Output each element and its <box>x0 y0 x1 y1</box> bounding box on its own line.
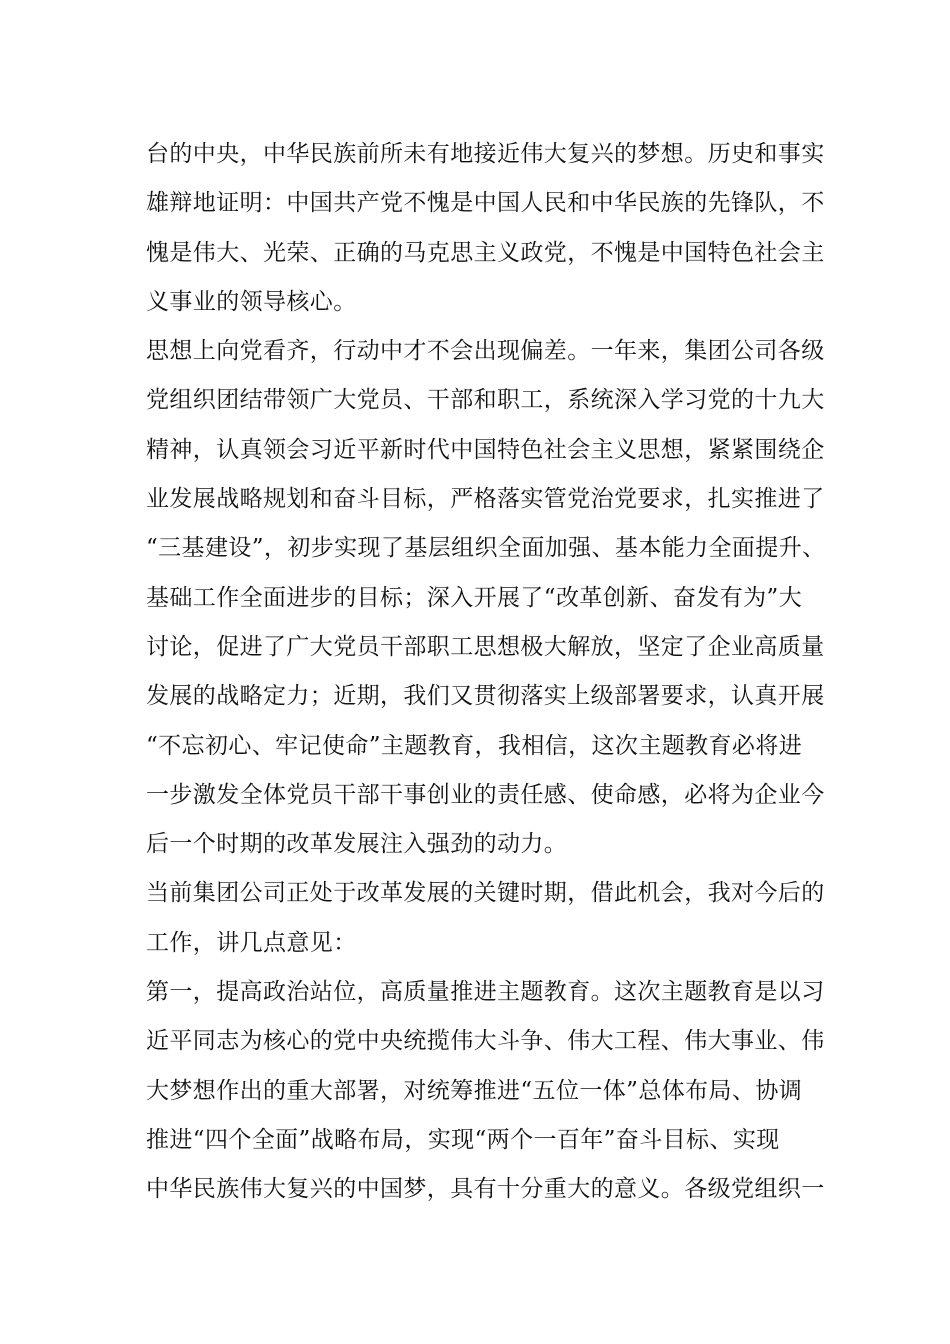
text-line: 基础工作全面进步的目标；深入开展了“改革创新、奋发有为”大 <box>146 584 803 611</box>
text-line: 义事业的领导核心。 <box>146 288 357 315</box>
text-line: 业发展战略规划和奋斗目标，严格落实管党治党要求，扎实推进了 <box>146 486 825 513</box>
text-line: 讨论，促进了广大党员干部职工思想极大解放，坚定了企业高质量 <box>146 633 825 660</box>
text-line: 思想上向党看齐，行动中才不会出现偏差。一年来，集团公司各级 <box>146 338 825 365</box>
text-line: “不忘初心、牢记使命”主题教育，我相信，这次主题教育必将进 <box>146 732 803 759</box>
text-line: 近平同志为核心的党中央统揽伟大斗争、伟大工程、伟大事业、伟 <box>146 1028 825 1055</box>
text-line: 发展的战略定力；近期，我们又贯彻落实上级部署要求，认真开展 <box>146 683 825 710</box>
text-line: 精神，认真领会习近平新时代中国特色社会主义思想，紧紧围绕企 <box>146 436 825 463</box>
text-line: 工作，讲几点意见： <box>146 929 357 956</box>
text-line: 愧是伟大、光荣、正确的马克思主义政党，不愧是中国特色社会主 <box>146 239 825 266</box>
text-line: 后一个时期的改革发展注入强劲的动力。 <box>146 831 568 858</box>
text-line: 推进“四个全面”战略布局，实现“两个一百年”奋斗目标、实现 <box>146 1126 780 1153</box>
text-line: 雄辩地证明：中国共产党不愧是中国人民和中华民族的先锋队，不 <box>146 190 825 217</box>
text-line: 大梦想作出的重大部署，对统筹推进“五位一体”总体布局、协调 <box>146 1077 803 1104</box>
text-line: 当前集团公司正处于改革发展的关键时期，借此机会，我对今后的 <box>146 880 825 907</box>
text-line: “三基建设”，初步实现了基层组织全面加强、基本能力全面提升、 <box>146 535 826 562</box>
text-line: 一步激发全体党员干部干事创业的责任感、使命感，必将为企业今 <box>146 781 825 808</box>
body-text <box>146 130 836 1215</box>
text-line: 中华民族伟大复兴的中国梦，具有十分重大的意义。各级党组织一 <box>146 1176 825 1203</box>
text-line: 台的中央，中华民族前所未有地接近伟大复兴的梦想。历史和事实 <box>146 141 825 167</box>
text-line: 第一，提高政治站位，高质量推进主题教育。这次主题教育是以习 <box>146 979 825 1006</box>
text-line: 党组织团结带领广大党员、干部和职工，系统深入学习党的十九大 <box>146 387 825 414</box>
